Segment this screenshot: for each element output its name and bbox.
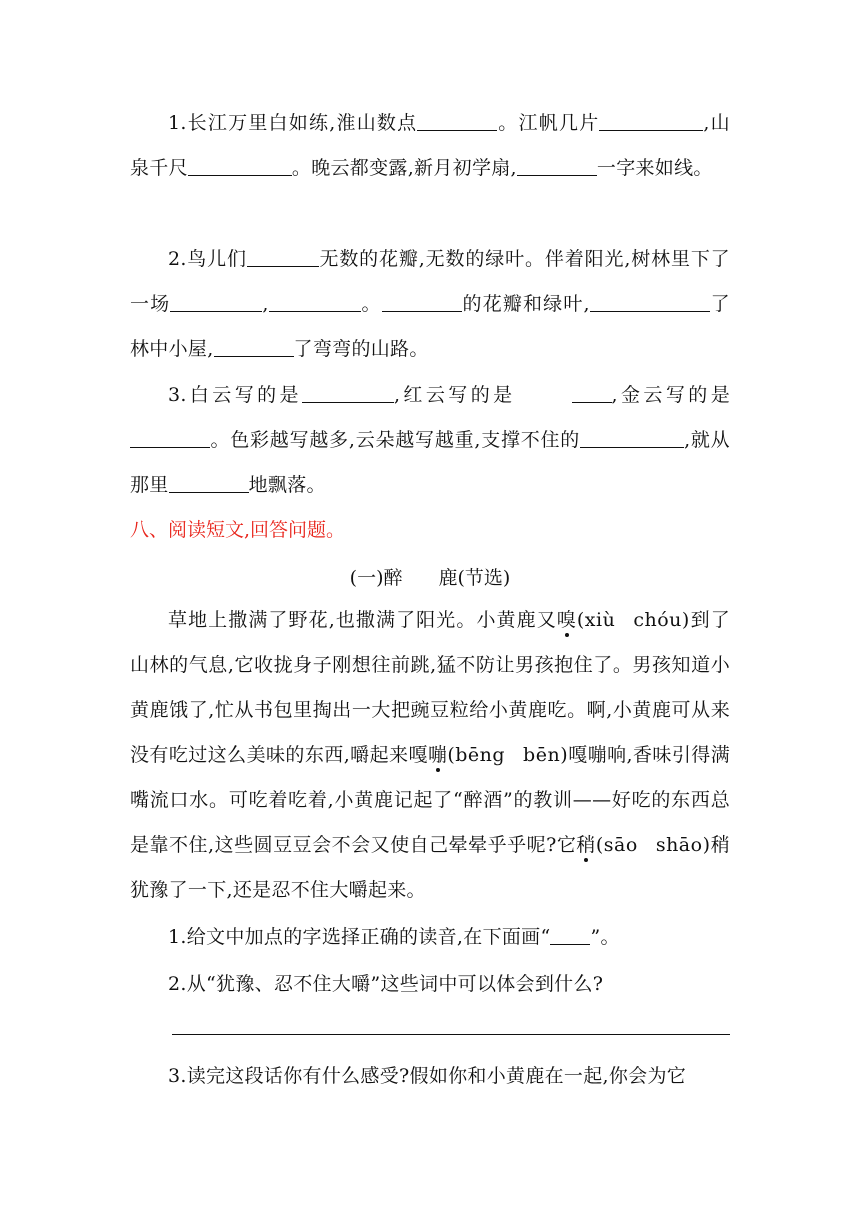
answer-blank[interactable] [170, 289, 262, 312]
question-1 [130, 915, 730, 960]
item3-text-e: ,就从那里 [130, 429, 730, 496]
pinyin-option[interactable]: (bēng [447, 744, 506, 766]
answer-blank[interactable] [247, 244, 319, 267]
item2-text-c: , [262, 293, 269, 315]
pinyin-options [577, 609, 690, 631]
item1-text-d: 。晚云都变露,新月初学扇, [291, 157, 517, 179]
answer-blank[interactable] [382, 289, 462, 312]
item1-text-a: 1.长江万里白如练,淮山数点 [168, 112, 418, 134]
pinyin-options [596, 834, 711, 856]
answer-line[interactable] [172, 1034, 730, 1035]
poem-item-1 [130, 101, 730, 191]
dotted-character: 嗅 [556, 609, 577, 631]
item2-text-g: 了弯弯的山路。 [293, 338, 429, 360]
underline-sample [550, 922, 590, 945]
answer-blank[interactable] [599, 108, 703, 131]
passage-text-2: 到了山林的气息,它收拢身子刚想往前跳,猛不防让男孩抱住了。男孩知道小黄鹿饿了,忙从书包里掏出一大把豌豆粒给小黄鹿吃。啊,小黄鹿可从来没有吃过这么美味的东西,嚼起来嘎 [130, 609, 730, 766]
answer-blank[interactable] [417, 108, 497, 131]
item3-text-c: ,金云写的是 [611, 384, 730, 406]
item3-text-f: 地飘落。 [248, 474, 326, 496]
answer-blank[interactable] [590, 289, 630, 312]
pinyin-option[interactable]: (sāo [595, 834, 638, 856]
dotted-character: 嘣 [427, 744, 448, 766]
pinyin-option[interactable]: (xiù [576, 609, 616, 631]
answer-blank[interactable] [130, 425, 210, 448]
passage-text-1: 草地上撒满了野花,也撒满了阳光。小黄鹿又 [168, 609, 557, 631]
section-heading: 八、阅读短文,回答问题。 [130, 519, 346, 541]
pinyin-option[interactable]: chóu) [633, 609, 690, 631]
passage-title [0, 563, 860, 593]
question-1-text-b: ”。 [590, 926, 620, 948]
poem-item-3 [130, 373, 730, 508]
item3-text-d: 。色彩越写越多,云朵越写越重,支撑不住的 [210, 429, 581, 451]
answer-blank[interactable] [188, 153, 292, 176]
passage-title-part-b: 鹿(节选) [438, 567, 511, 589]
item2-text-f: 了林中小屋, [130, 293, 730, 360]
item1-text-c: ,山泉千尺 [130, 112, 730, 179]
item2-text-b: 无数的花瓣,无数的绿叶。伴着阳光,树林里下了一场 [130, 248, 730, 315]
answer-blank[interactable] [517, 153, 597, 176]
item3-text-b: ,红云写的是 [393, 384, 516, 406]
answer-blank[interactable] [269, 289, 361, 312]
item2-text-e: 的花瓣和绿叶, [461, 293, 590, 315]
reading-passage [130, 598, 730, 913]
item1-text-b: 。江帆几片 [497, 112, 600, 134]
item2-text-d: 。 [360, 293, 382, 315]
item2-text-a: 2.鸟儿们 [168, 248, 247, 270]
answer-blank[interactable] [169, 470, 249, 493]
question-2: 2.从“犹豫、忍不住大嚼”这些词中可以体会到什么? [168, 973, 604, 995]
pinyin-options [447, 744, 568, 766]
pinyin-option[interactable]: shāo) [655, 834, 711, 856]
answer-blank[interactable] [630, 289, 710, 312]
question-1-text-a: 1.给文中加点的字选择正确的读音,在下面画“ [168, 926, 551, 948]
passage-text-3: 嘎嘣响,香味引得满嘴流口水。可吃着吃着,小黄鹿记起了“醉酒”的教训——好吃的东西总是靠不住,这些圆豆豆会不会又使自己晕晕乎乎呢?它 [130, 744, 730, 856]
item3-text-a: 3.白云写的是 [168, 384, 302, 406]
answer-blank[interactable] [580, 425, 684, 448]
passage-text-4: 稍犹豫了一下,还是忍不住大嚼起来。 [130, 834, 730, 901]
answer-blank[interactable] [302, 380, 394, 403]
answer-blank[interactable] [572, 380, 612, 403]
question-3: 3.读完这段话你有什么感受?假如你和小黄鹿在一起,你会为它 [168, 1065, 687, 1087]
poem-item-2 [130, 237, 730, 372]
dotted-character: 稍 [576, 834, 596, 856]
passage-title-part-a: (一)醉 [349, 567, 403, 589]
pinyin-option[interactable]: bēn) [523, 744, 569, 766]
item1-text-e: 一字来如线。 [596, 157, 713, 179]
answer-blank[interactable] [214, 334, 294, 357]
